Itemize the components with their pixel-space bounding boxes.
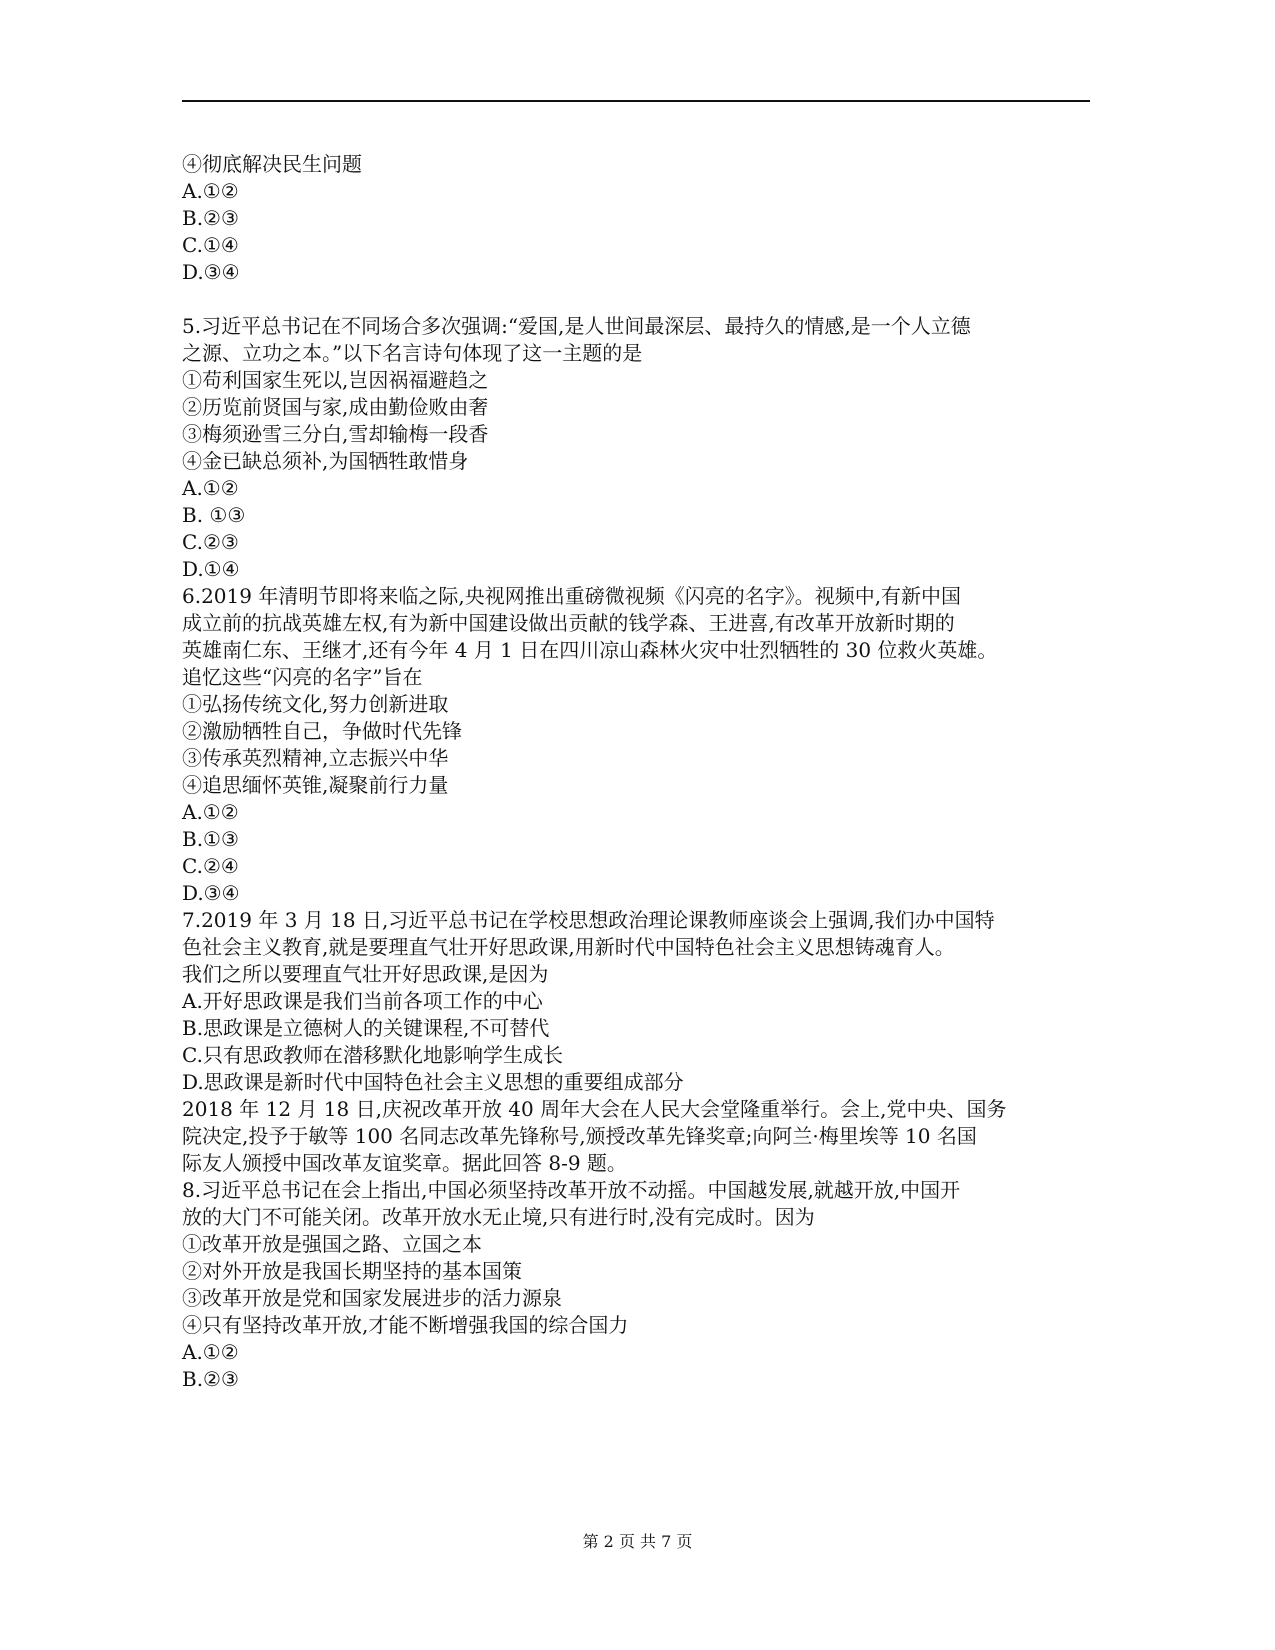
text-line: A.开好思政课是我们当前各项工作的中心: [182, 989, 543, 1013]
text-line: ②对外开放是我国长期坚持的基本国策: [182, 1259, 522, 1283]
text-line: ④追思缅怀英锥,凝聚前行力量: [182, 773, 449, 797]
block-q7: [182, 907, 1102, 1096]
text-line: 放的大门不可能关闭。改革开放水无止境,只有进行时,没有完成时。因为: [182, 1205, 815, 1229]
text-line: 色社会主义教育,就是要理直气壮开好思政课,用新时代中国特色社会主义思想铸魂育人。: [182, 935, 955, 959]
text-line: ①改革开放是强国之路、立国之本: [182, 1232, 482, 1256]
block-stem-8-9: [182, 1096, 1102, 1177]
text-line: 成立前的抗战英雄左权,有为新中国建设做出贡献的钱学森、王进喜,有改革开放新时期的: [182, 611, 955, 635]
text-line: B.②③: [182, 1367, 239, 1391]
text-line: ③传承英烈精神,立志振兴中华: [182, 746, 449, 770]
text-line: A.①②: [182, 800, 239, 824]
text-line: D.思政课是新时代中国特色社会主义思想的重要组成部分: [182, 1070, 684, 1094]
text-line: ②激励牺牲自己，争做时代先锋: [182, 719, 462, 743]
text-line: 7.2019 年 3 月 18 日,习近平总书记在学校思想政治理论课教师座谈会上强调,我们办中国特: [182, 908, 995, 932]
text-line: C.①④: [182, 233, 239, 257]
text-line: 我们之所以要理直气壮开好思政课,是因为: [182, 962, 549, 986]
text-line: D.①④: [182, 557, 240, 581]
text-line: ②历览前贤国与家,成由勤俭败由奢: [182, 395, 489, 419]
text-line: 英雄南仁东、王继才,还有今年 4 月 1 日在四川凉山森林火灾中壮烈牺牲的 30 位救火英雄。: [182, 638, 998, 662]
text-line: C.只有思政教师在潜移默化地影响学生成长: [182, 1043, 563, 1067]
text-line: ③梅须逊雪三分白,雪却输梅一段香: [182, 422, 489, 446]
page-number: 第 2 页 共 7 页: [582, 1532, 693, 1551]
text-line: C.②③: [182, 530, 239, 554]
text-line: B. ①③: [182, 503, 246, 527]
text-line: ①弘扬传统文化,努力创新进取: [182, 692, 449, 716]
text-line: D.③④: [182, 881, 240, 905]
text-line: 际友人颁授中国改革友谊奖章。据此回答 8-9 题。: [182, 1151, 627, 1175]
header-rule: [182, 100, 1090, 102]
text-line: ④只有坚持改革开放,才能不断增强我国的综合国力: [182, 1313, 629, 1337]
text-line: 5.习近平总书记在不同场合多次强调:“爱国,是人世间最深层、最持久的情感,是一个人立德: [182, 314, 971, 338]
text-line: B.思政课是立德树人的关键课程,不可替代: [182, 1016, 550, 1040]
text-line: 6.2019 年清明节即将来临之际,央视网推出重磅微视频《闪亮的名字》。视频中,有新中国: [182, 584, 962, 608]
text-line: ④彻底解决民生问题: [182, 152, 362, 176]
text-line: 之源、立功之本。”以下名言诗句体现了这一主题的是: [182, 341, 643, 365]
text-line: A.①②: [182, 1340, 239, 1364]
text-line: B.①③: [182, 827, 239, 851]
text-line: ④金已缺总须补,为国牺牲敢惜身: [182, 449, 469, 473]
paragraph-gap: [182, 286, 1102, 313]
text-line: 追忆这些“闪亮的名字”旨在: [182, 665, 423, 689]
text-line: 院决定,投予于敏等 100 名同志改革先锋称号,颁授改革先锋奖章;向阿兰·梅里埃等 10 名国: [182, 1124, 977, 1148]
block-q5: [182, 313, 1102, 583]
text-line: B.②③: [182, 206, 239, 230]
block-q4-tail: [182, 151, 1102, 286]
block-q8: [182, 1177, 1102, 1393]
text-line: A.①②: [182, 179, 239, 203]
text-line: 2018 年 12 月 18 日,庆祝改革开放 40 周年大会在人民大会堂隆重举行。会上,党中央、国务: [182, 1097, 1007, 1121]
text-line: C.②④: [182, 854, 239, 878]
document-body: [182, 151, 1102, 1393]
text-line: A.①②: [182, 476, 239, 500]
text-line: ①苟利国家生死以,岂因祸福避趋之: [182, 368, 489, 392]
text-line: 8.习近平总书记在会上指出,中国必须坚持改革开放不动摇。中国越发展,就越开放,中国开: [182, 1178, 961, 1202]
text-line: D.③④: [182, 260, 240, 284]
block-q6: [182, 583, 1102, 907]
text-line: ③改革开放是党和国家发展进步的活力源泉: [182, 1286, 562, 1310]
